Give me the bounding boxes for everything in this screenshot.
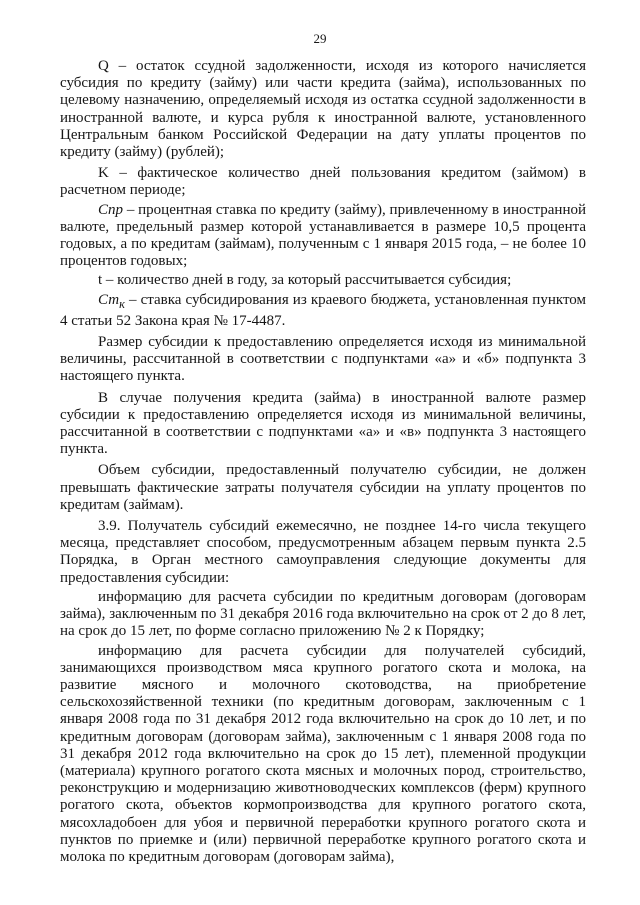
paragraph-foreign-currency: В случае получения кредита (займа) в иностранной валюте размер субсидии к предоставлению определяется исходя из минимальной величины, рассчитанной в соответствии с подпунктами «а» и «в» подпункта 3 настоящего пункта. [60,389,586,458]
cpr-definition-text: – процентная ставка по кредиту (займу), привлеченному в иностранной валюте, предельный размер которой устанавливается в размере 10,5 процента годовых, а по кредитам (займам), полученным с 1 января 2015 года, – не более 10 процентов годовых; [60,201,587,270]
paragraph-info-loans: информацию для расчета субсидии по кредитным договорам (договорам займа), заключенным по 31 декабря 2016 года включительно на срок от 2 до 8 лет, на срок до 15 лет, по форме согласно приложению № 2 к Порядку; [60,588,586,640]
page-number: 29 [313,31,327,46]
ctk-definition-text: – ставка субсидирования из краевого бюджета, установленная пунктом 4 статьи 52 Закона края № 17-4487. [60,291,587,329]
paragraph-info-recipients: информацию для расчета субсидии для получателей субсидий, занимающихся производством мяса крупного рогатого скота и молока, на развитие мясного и молочного скотоводства, на приобретение сельскохозяйственной техники (по кредитным договорам, заключенным с 1 января 2008 года по 31 декабря 2012 года включительно на срок до 10 лет, и по кредитным договорам (договорам займа), заключенным с 1 января 2008 года по 31 декабря 2012 года включительно на срок до 15 лет), племенной продукции (материала) крупного рогатого скота мясных и молочных пород, строительство, реконструкцию и модернизацию животноводческих комплексов (ферм) крупного рогатого скота, объектов кормопроизводства для крупного рогатого скота, мясохладобоен для убоя и первичной переработки крупного рогатого скота и пунктов по приемке и (или) первичной переработке крупного рогатого скота и молока по кредитным договорам (договорам займа), [60,642,586,865]
paragraph-ctk-definition [60,292,586,330]
paragraph-3-9: 3.9. Получатель субсидий ежемесячно, не позднее 14-го числа текущего месяца, представляет способом, предусмотренным абзацем первым пункта 2.5 Порядка, в Орган местного самоуправления следующие документы для предоставления субсидии: [60,518,586,586]
paragraph-q-definition: Q – остаток ссудной задолженности, исходя из которого начисляется субсидия по кредиту (займу) или части кредита (займа), использованных по целевому назначению, определяемый исходя из остатка ссудной задолженности в иностранной валюте, и курса рубля к иностранной валюте, установленного Центральным банком Российской Федерации на дату уплаты процентов по кредиту (займу) (рублей); [60,58,586,161]
document-body [60,58,586,870]
ctk-symbol-base: Ст [98,291,120,308]
cpr-symbol: Спр [98,201,124,218]
ctk-symbol [98,291,125,311]
paragraph-t-definition: t – количество дней в году, за который рассчитывается субсидия; [98,272,512,289]
paragraph-cpr-definition [60,202,586,271]
paragraph-subsidy-limit: Объем субсидии, предоставленный получателю субсидии, не должен превышать фактические затраты получателя субсидии на уплату процентов по кредитам (займам). [60,462,586,513]
paragraph-k-definition: K – фактическое количество дней пользования кредитом (займом) в расчетном периоде; [60,165,586,199]
ctk-symbol-subscript: к [119,296,125,311]
paragraph-subsidy-size: Размер субсидии к предоставлению определяется исходя из минимальной величины, рассчитанной в соответствии с подпунктами «а» и «б» подпункта 3 настоящего пункта. [60,334,586,385]
